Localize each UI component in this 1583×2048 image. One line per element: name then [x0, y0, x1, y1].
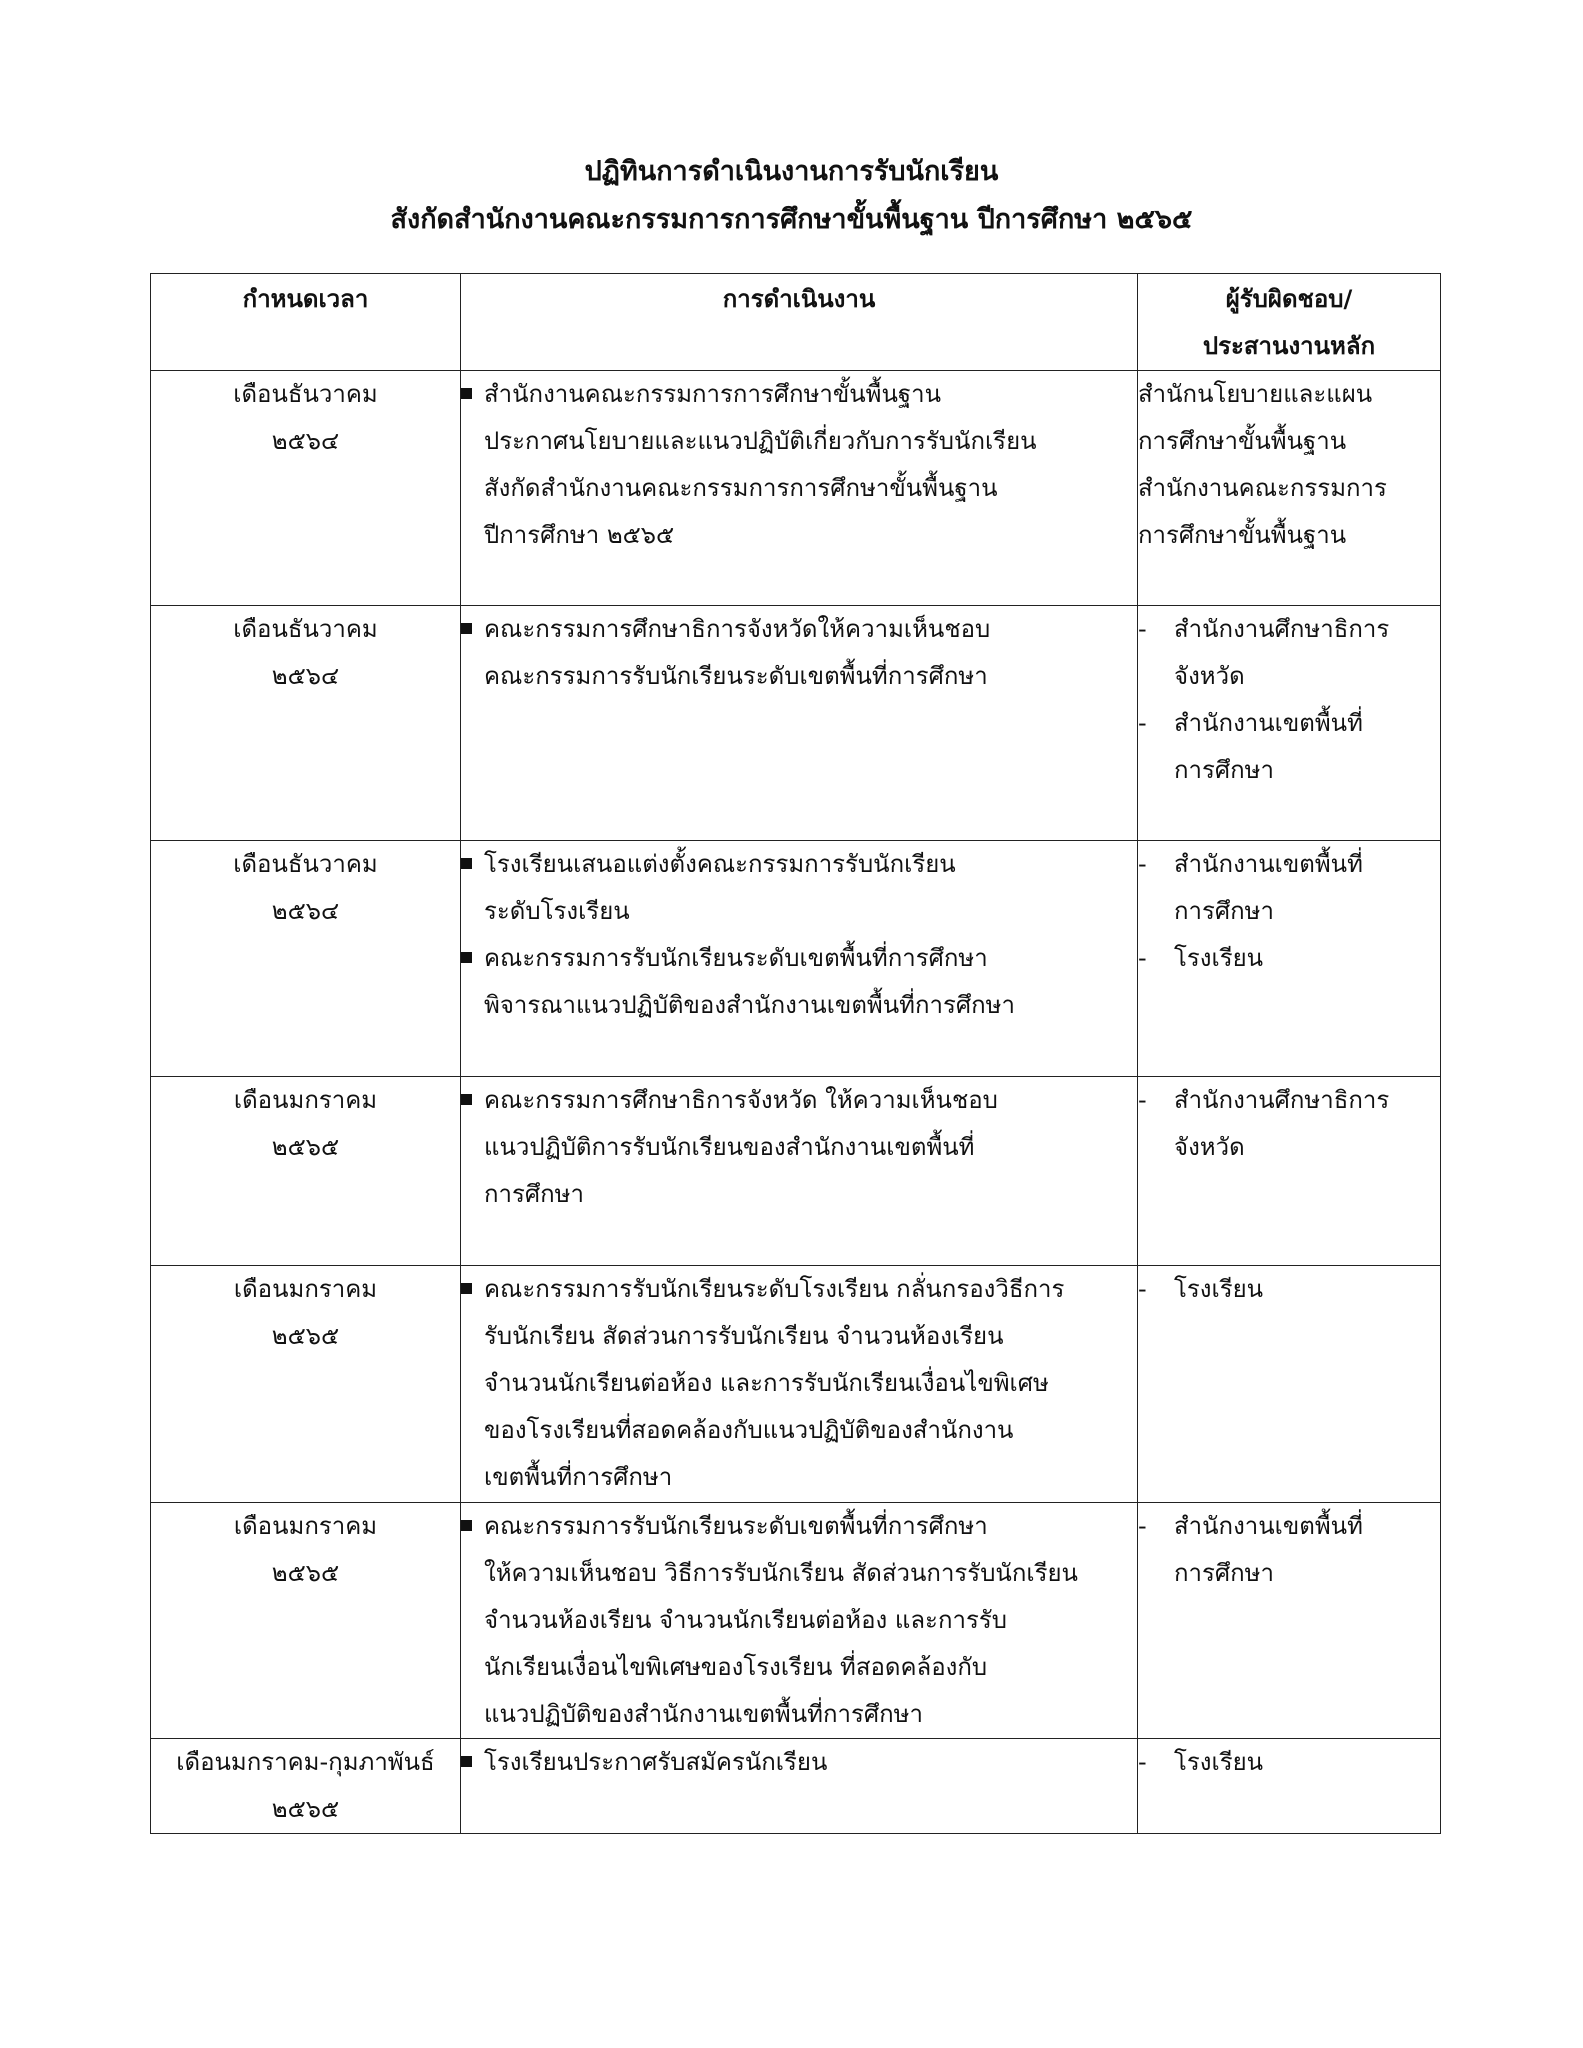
responsible-text: จังหวัด — [1174, 1133, 1245, 1161]
timeframe-cell — [151, 1503, 461, 1739]
activity-item — [461, 1503, 1137, 1738]
timeframe-text: เดือนธันวาคม — [233, 615, 378, 643]
responsible-text: โรงเรียน — [1174, 1275, 1264, 1303]
document-subtitle: สังกัดสำนักงานคณะกรรมการการศึกษาขั้นพื้นฐาน ปีการศึกษา ๒๕๖๕ — [390, 204, 1193, 235]
timeframe-text: เดือนธันวาคม — [233, 850, 378, 878]
dash-bullet-icon: - — [1138, 615, 1147, 643]
responsible-cell — [1138, 606, 1441, 841]
square-bullet-icon — [461, 952, 472, 963]
responsible-text: การศึกษาขั้นพื้นฐาน — [1138, 427, 1347, 455]
table-header-row — [151, 274, 1441, 371]
document-title: ปฏิทินการดำเนินงานการรับนักเรียน — [584, 156, 999, 187]
timeframe-text: ๒๕๖๕ — [271, 1559, 340, 1587]
activity-text: จำนวนนักเรียนต่อห้อง และการรับนักเรียนเงื่อนไขพิเศษ — [484, 1369, 1049, 1397]
square-bullet-icon — [461, 1756, 472, 1767]
table-row — [151, 1266, 1441, 1503]
table-row — [151, 1077, 1441, 1266]
activity-item — [461, 1077, 1137, 1218]
timeframe-text: เดือนมกราคม — [233, 1512, 378, 1540]
activity-text: คณะกรรมการรับนักเรียนระดับโรงเรียน กลั่นกรองวิธีการ — [484, 1275, 1065, 1303]
activity-cell — [461, 371, 1138, 606]
table-row — [151, 371, 1441, 606]
activity-text: จำนวนห้องเรียน จำนวนนักเรียนต่อห้อง และการรับ — [484, 1606, 1007, 1634]
timeframe-text: เดือนธันวาคม — [233, 380, 378, 408]
activity-text: นักเรียนเงื่อนไขพิเศษของโรงเรียน ที่สอดคล้องกับ — [484, 1653, 988, 1681]
timeframe-cell — [151, 1077, 461, 1266]
activity-cell — [461, 606, 1138, 841]
activity-text: คณะกรรมการรับนักเรียนระดับเขตพื้นที่การศึกษา — [484, 662, 988, 690]
responsible-text: โรงเรียน — [1174, 944, 1264, 972]
square-bullet-icon — [461, 1283, 472, 1294]
responsible-text: การศึกษาขั้นพื้นฐาน — [1138, 521, 1347, 549]
activity-text: แนวปฏิบัติการรับนักเรียนของสำนักงานเขตพื้นที่ — [484, 1133, 975, 1161]
square-bullet-icon — [461, 1094, 472, 1105]
activity-cell — [461, 1739, 1138, 1834]
header-responsible-line2: ประสานงานหลัก — [1202, 332, 1376, 360]
activity-text: ระดับโรงเรียน — [484, 897, 630, 925]
responsible-item — [1138, 606, 1440, 700]
timeframe-text: ๒๕๖๔ — [271, 897, 340, 925]
responsible-text: สำนักงานเขตพื้นที่ — [1174, 850, 1363, 878]
timeframe-text: ๒๕๖๔ — [271, 427, 340, 455]
dash-bullet-icon: - — [1138, 944, 1147, 972]
activity-text: ให้ความเห็นชอบ วิธีการรับนักเรียน สัดส่วนการรับนักเรียน — [484, 1559, 1078, 1587]
responsible-item — [1138, 841, 1440, 935]
timeframe-cell — [151, 371, 461, 606]
header-activity: การดำเนินงาน — [461, 274, 1138, 371]
dash-bullet-icon: - — [1138, 1748, 1147, 1776]
activity-text: สังกัดสำนักงานคณะกรรมการการศึกษาขั้นพื้นฐาน — [484, 474, 998, 502]
timeframe-cell — [151, 1739, 461, 1834]
timeframe-text: ๒๕๖๕ — [271, 1795, 340, 1823]
timeframe-text: เดือนมกราคม — [233, 1086, 378, 1114]
responsible-item — [1138, 1077, 1440, 1171]
responsible-cell — [1138, 1077, 1441, 1266]
timeframe-text: เดือนมกราคม-กุมภาพันธ์ — [176, 1748, 435, 1776]
timeframe-cell — [151, 606, 461, 841]
square-bullet-icon — [461, 858, 472, 869]
activity-text: คณะกรรมการศึกษาธิการจังหวัดให้ความเห็นชอบ — [484, 615, 991, 643]
activity-text: ของโรงเรียนที่สอดคล้องกับแนวปฏิบัติของสำนักงาน — [484, 1416, 1014, 1444]
header-responsible-line1: ผู้รับผิดชอบ/ — [1225, 285, 1353, 313]
responsible-text: การศึกษา — [1174, 1559, 1274, 1587]
responsible-text: สำนักงานศึกษาธิการ — [1174, 1086, 1390, 1114]
timeframe-text: ๒๕๖๕ — [271, 1322, 340, 1350]
activity-cell — [461, 1077, 1138, 1266]
responsible-text: สำนักงานเขตพื้นที่ — [1174, 1512, 1363, 1540]
activity-text: ปีการศึกษา ๒๕๖๕ — [484, 521, 675, 549]
dash-bullet-icon: - — [1138, 1275, 1147, 1303]
activity-item — [461, 371, 1137, 559]
table-row — [151, 841, 1441, 1077]
activity-text: รับนักเรียน สัดส่วนการรับนักเรียน จำนวนห้องเรียน — [484, 1322, 1004, 1350]
dash-bullet-icon: - — [1138, 850, 1147, 878]
activity-text: คณะกรรมการศึกษาธิการจังหวัด ให้ความเห็นชอบ — [484, 1086, 998, 1114]
timeframe-text: เดือนมกราคม — [233, 1275, 378, 1303]
responsible-item — [1138, 1266, 1440, 1313]
header-responsible — [1138, 274, 1441, 371]
responsible-item — [1138, 935, 1440, 982]
activity-text: คณะกรรมการรับนักเรียนระดับเขตพื้นที่การศึกษา — [484, 1512, 988, 1540]
activity-text: โรงเรียนเสนอแต่งตั้งคณะกรรมการรับนักเรียน — [484, 850, 956, 878]
responsible-text: สำนักงานศึกษาธิการ — [1174, 615, 1390, 643]
responsible-text: การศึกษา — [1174, 897, 1274, 925]
activity-text: เขตพื้นที่การศึกษา — [484, 1463, 673, 1491]
responsible-cell — [1138, 841, 1441, 1077]
activity-cell — [461, 1266, 1138, 1503]
responsible-text: สำนักงานคณะกรรมการ — [1138, 474, 1387, 502]
square-bullet-icon — [461, 1520, 472, 1531]
activity-item — [461, 1266, 1137, 1501]
header-timeframe: กำหนดเวลา — [151, 274, 461, 371]
dash-bullet-icon: - — [1138, 1512, 1147, 1540]
activity-cell — [461, 1503, 1138, 1739]
activity-text: การศึกษา — [484, 1180, 584, 1208]
activity-item — [461, 606, 1137, 700]
responsible-item — [1138, 700, 1440, 794]
table-row — [151, 1503, 1441, 1739]
activity-text: สำนักงานคณะกรรมการการศึกษาขั้นพื้นฐาน — [484, 380, 942, 408]
activity-cell — [461, 841, 1138, 1077]
schedule-table — [150, 273, 1441, 1834]
responsible-text: โรงเรียน — [1174, 1748, 1264, 1776]
table-row — [151, 1739, 1441, 1834]
square-bullet-icon — [461, 623, 472, 634]
responsible-cell — [1138, 1739, 1441, 1834]
table-row — [151, 606, 1441, 841]
activity-item — [461, 935, 1137, 1029]
responsible-text: การศึกษา — [1174, 756, 1274, 784]
activity-text: โรงเรียนประกาศรับสมัครนักเรียน — [484, 1748, 828, 1776]
timeframe-text: ๒๕๖๔ — [271, 662, 340, 690]
activity-text: แนวปฏิบัติของสำนักงานเขตพื้นที่การศึกษา — [484, 1700, 923, 1728]
responsible-text: สำนักงานเขตพื้นที่ — [1174, 709, 1363, 737]
responsible-cell — [1138, 1503, 1441, 1739]
activity-text: คณะกรรมการรับนักเรียนระดับเขตพื้นที่การศึกษา — [484, 944, 988, 972]
responsible-text: สำนักนโยบายและแผน — [1138, 380, 1373, 408]
activity-item — [461, 841, 1137, 935]
responsible-text: จังหวัด — [1174, 662, 1245, 690]
dash-bullet-icon: - — [1138, 709, 1147, 737]
timeframe-text: ๒๕๖๕ — [271, 1133, 340, 1161]
responsible-cell — [1138, 1266, 1441, 1503]
activity-item — [461, 1739, 1137, 1786]
responsible-item — [1138, 1503, 1440, 1597]
timeframe-cell — [151, 841, 461, 1077]
square-bullet-icon — [461, 388, 472, 399]
responsible-cell — [1138, 371, 1441, 606]
activity-text: พิจารณาแนวปฏิบัติของสำนักงานเขตพื้นที่การศึกษา — [484, 991, 1015, 1019]
activity-text: ประกาศนโยบายและแนวปฏิบัติเกี่ยวกับการรับนักเรียน — [484, 427, 1037, 455]
timeframe-cell — [151, 1266, 461, 1503]
dash-bullet-icon: - — [1138, 1086, 1147, 1114]
responsible-item — [1138, 1739, 1440, 1786]
